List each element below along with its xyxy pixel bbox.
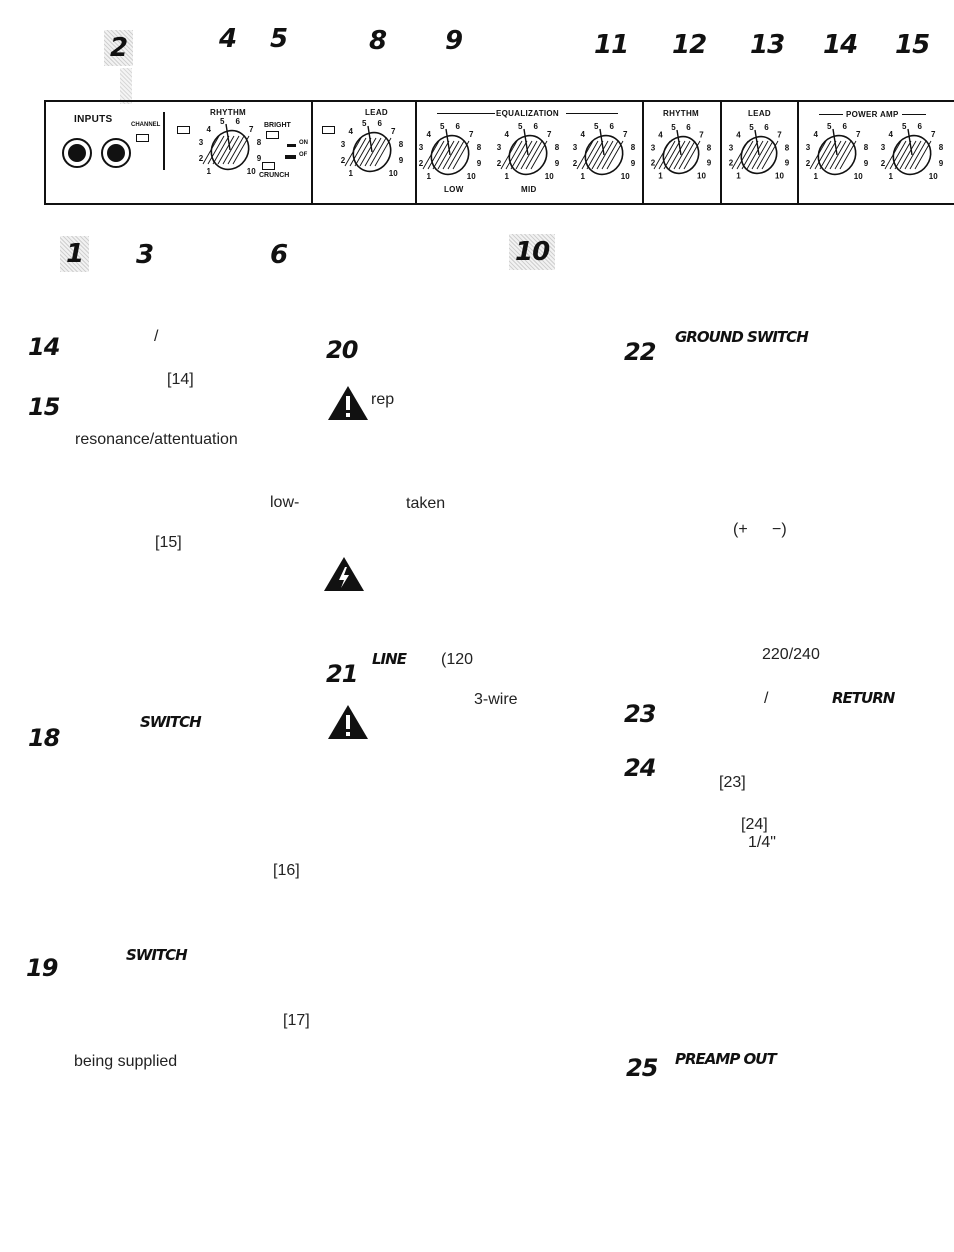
dial-numeral: 10 (697, 171, 706, 181)
lead2-label: LEAD (748, 109, 771, 118)
dial-numeral: 5 (594, 122, 599, 132)
section-15-ref: [15] (155, 534, 182, 551)
dial-numeral: 9 (863, 158, 869, 168)
section-20-text1: rep (371, 391, 395, 408)
dial-numeral: 1 (736, 171, 741, 181)
panel-left-edge (44, 100, 46, 203)
rhythm2-knob[interactable] (644, 118, 718, 192)
dial-numeral: 3 (340, 140, 346, 150)
dial-numeral: 8 (863, 143, 869, 153)
dial-numeral: 9 (256, 153, 262, 163)
dial-numeral: 5 (220, 117, 225, 127)
dial-numeral: 6 (764, 122, 769, 132)
callout-11: 11 (594, 30, 629, 60)
dial-numeral: 5 (671, 122, 676, 132)
dial-numeral: 1 (206, 167, 212, 177)
power-line-left (819, 114, 843, 115)
callout-2: 2 (104, 30, 133, 66)
rhythm-knob[interactable] (192, 112, 268, 188)
callout-14: 14 (823, 30, 858, 60)
power-knob-2[interactable] (874, 117, 950, 193)
section-22-heading: GROUND SWITCH (675, 328, 808, 346)
dial-numeral: 4 (813, 129, 819, 139)
crunch-label: CRUNCH (259, 172, 290, 179)
low-label: LOW (444, 185, 464, 194)
callout-15: 15 (895, 30, 930, 60)
section-21-text2: 3-wire (474, 691, 518, 708)
dial-numeral: 7 (622, 129, 628, 139)
dial-numeral: 3 (198, 138, 204, 148)
power-knob-1[interactable] (799, 117, 875, 193)
section-20-number: 20 (326, 336, 358, 364)
lead-label: LEAD (365, 108, 388, 117)
lead2-knob[interactable] (722, 118, 796, 192)
callout-5: 5 (270, 24, 288, 54)
dial-numeral: 2 (418, 158, 424, 168)
on-indicator (287, 144, 296, 147)
section-24-ref2: [24] (741, 816, 768, 833)
callout-3: 3 (136, 240, 154, 270)
dial-numeral: 5 (827, 122, 832, 132)
dial-numeral: 4 (580, 129, 586, 139)
section-22-number: 22 (624, 338, 656, 366)
eq-mid-knob[interactable] (490, 117, 566, 193)
section-24-number: 24 (624, 754, 656, 782)
dial-numeral: 7 (777, 130, 782, 140)
dial-numeral: 7 (855, 129, 861, 139)
dial-numeral: 6 (455, 122, 460, 132)
dial-numeral: 7 (468, 129, 474, 139)
callout-8: 8 (369, 26, 387, 56)
dial-numeral: 2 (805, 158, 811, 168)
panel-divider-1 (311, 100, 313, 203)
section-22-text3: 220/240 (762, 646, 820, 663)
dial-numeral: 4 (658, 130, 663, 140)
dial-numeral: 10 (928, 172, 938, 182)
dial-numeral: 10 (466, 172, 476, 182)
eq-line-right (566, 113, 618, 114)
section-21-text1: (120 (441, 651, 474, 668)
dial-numeral: 1 (504, 172, 510, 182)
dial-numeral: 6 (686, 122, 691, 132)
dial-numeral: 5 (902, 122, 907, 132)
section-24-text1: 1/4" (748, 834, 776, 851)
off-indicator (285, 155, 296, 159)
dial-numeral: 5 (440, 122, 445, 132)
dial-numeral: 9 (398, 155, 404, 165)
dial-numeral: 8 (256, 138, 262, 148)
section-21-number: 21 (326, 660, 358, 688)
dial-numeral: 6 (377, 119, 382, 129)
section-18-heading: SWITCH (140, 713, 201, 731)
dial-numeral: 8 (398, 140, 404, 150)
dial-numeral: 10 (853, 172, 863, 182)
dial-numeral: 10 (388, 169, 398, 179)
section-25-number: 25 (626, 1054, 658, 1082)
dial-numeral: 3 (728, 143, 734, 153)
dial-numeral: 4 (348, 126, 354, 136)
equalization-label: EQUALIZATION (496, 109, 560, 118)
dial-numeral: 2 (728, 158, 734, 168)
dial-numeral: 4 (206, 124, 212, 134)
dial-numeral: 4 (736, 130, 741, 140)
dial-numeral: 7 (546, 129, 552, 139)
dial-numeral: 1 (348, 169, 354, 179)
dial-numeral: 1 (813, 172, 819, 182)
section-18-number: 18 (28, 724, 60, 752)
dial-numeral: 10 (620, 172, 630, 182)
eq-low-knob[interactable] (412, 117, 488, 193)
dial-numeral: 2 (198, 153, 204, 163)
callout-4: 4 (219, 24, 237, 54)
section-15-text1: resonance/attentuation (75, 431, 238, 448)
lead-knob[interactable] (334, 114, 410, 190)
high-voltage-icon (322, 555, 366, 593)
section-14-ref: [14] (167, 371, 194, 388)
dial-numeral: 9 (476, 158, 482, 168)
warning-icon-1 (326, 384, 370, 422)
section-14-slash: / (154, 328, 159, 345)
section-19-heading: SWITCH (126, 946, 187, 964)
bright-label: BRIGHT (264, 122, 291, 129)
power-amp-label: POWER AMP (846, 110, 899, 119)
dial-numeral: 4 (426, 129, 432, 139)
dial-numeral: 5 (362, 119, 367, 129)
warning-icon-2 (326, 703, 370, 741)
section-22-text2: −) (772, 521, 787, 538)
callout-13: 13 (750, 30, 785, 60)
section-19-ref: [17] (283, 1012, 310, 1029)
dial-numeral: 7 (390, 126, 396, 136)
dial-numeral: 10 (544, 172, 554, 182)
section-23-number: 23 (624, 700, 656, 728)
dial-numeral: 3 (805, 143, 811, 153)
dial-numeral: 1 (658, 171, 663, 181)
dial-numeral: 3 (496, 143, 502, 153)
dial-numeral: 4 (504, 129, 510, 139)
dial-numeral: 5 (518, 122, 523, 132)
dial-numeral: 4 (888, 129, 894, 139)
dial-numeral: 3 (418, 143, 424, 153)
dial-numeral: 6 (533, 122, 538, 132)
dial-numeral: 8 (554, 143, 560, 153)
dial-numeral: 9 (554, 158, 560, 168)
dial-numeral: 6 (235, 117, 240, 127)
dial-numeral: 8 (476, 143, 482, 153)
callout-9: 9 (445, 26, 463, 56)
dial-numeral: 9 (784, 158, 790, 168)
dial-numeral: 6 (842, 122, 847, 132)
section-15-text2: low- (270, 494, 300, 511)
section-20-text2: taken (406, 495, 446, 512)
dial-numeral: 7 (699, 130, 704, 140)
dial-numeral: 1 (426, 172, 432, 182)
dial-numeral: 6 (917, 122, 922, 132)
dial-numeral: 1 (580, 172, 586, 182)
dial-numeral: 3 (650, 143, 656, 153)
dial-numeral: 2 (650, 158, 656, 168)
dial-numeral: 7 (930, 129, 936, 139)
inputs-label: INPUTS (74, 114, 113, 125)
section-24-ref1: [23] (719, 774, 746, 791)
dial-numeral: 2 (572, 158, 578, 168)
section-15-number: 15 (28, 393, 60, 421)
dial-numeral: 9 (938, 158, 944, 168)
channel-separator (163, 112, 165, 170)
input-jack-2[interactable] (101, 138, 131, 168)
input-jack-1[interactable] (62, 138, 92, 168)
section-18-ref: [16] (273, 862, 300, 879)
dial-numeral: 8 (784, 143, 790, 153)
dial-numeral: 5 (749, 122, 754, 132)
dial-numeral: 1 (888, 172, 894, 182)
dial-numeral: 9 (630, 158, 636, 168)
section-23-slash: / (764, 690, 769, 707)
rhythm2-label: RHYTHM (663, 109, 700, 118)
callout-2-leader (120, 68, 132, 104)
rhythm-led (177, 126, 190, 134)
section-19-number: 19 (26, 954, 58, 982)
section-21-heading: LINE (372, 650, 406, 668)
dial-numeral: 3 (880, 143, 886, 153)
mid-label: MID (521, 185, 537, 194)
dial-numeral: 10 (775, 171, 784, 181)
callout-12: 12 (672, 30, 707, 60)
callout-1: 1 (60, 236, 89, 272)
dial-numeral: 9 (706, 158, 712, 168)
dial-numeral: 10 (246, 167, 256, 177)
dial-numeral: 3 (572, 143, 578, 153)
section-25-heading: PREAMP OUT (675, 1050, 776, 1068)
callout-10: 10 (509, 234, 555, 270)
eq-high-knob[interactable] (566, 117, 642, 193)
dial-numeral: 2 (496, 158, 502, 168)
callout-6: 6 (270, 240, 288, 270)
dial-numeral: 6 (609, 122, 614, 132)
dial-numeral: 2 (880, 158, 886, 168)
on-label: ON (299, 140, 308, 146)
rhythm-label: RHYTHM (210, 108, 247, 117)
section-22-text1: (+ (733, 521, 748, 538)
dial-numeral: 8 (706, 143, 712, 153)
eq-line-left (437, 113, 495, 114)
dial-numeral: 7 (248, 124, 254, 134)
power-line-right (902, 114, 926, 115)
dial-numeral: 8 (938, 143, 944, 153)
dial-numeral: 2 (340, 155, 346, 165)
section-23-heading: RETURN (832, 689, 895, 707)
channel-label: CHANNEL (131, 122, 161, 128)
section-19-text1: being supplied (74, 1053, 178, 1070)
off-label: OF (299, 152, 308, 158)
dial-numeral: 8 (630, 143, 636, 153)
section-14-number: 14 (28, 333, 60, 361)
channel-led (136, 134, 149, 142)
